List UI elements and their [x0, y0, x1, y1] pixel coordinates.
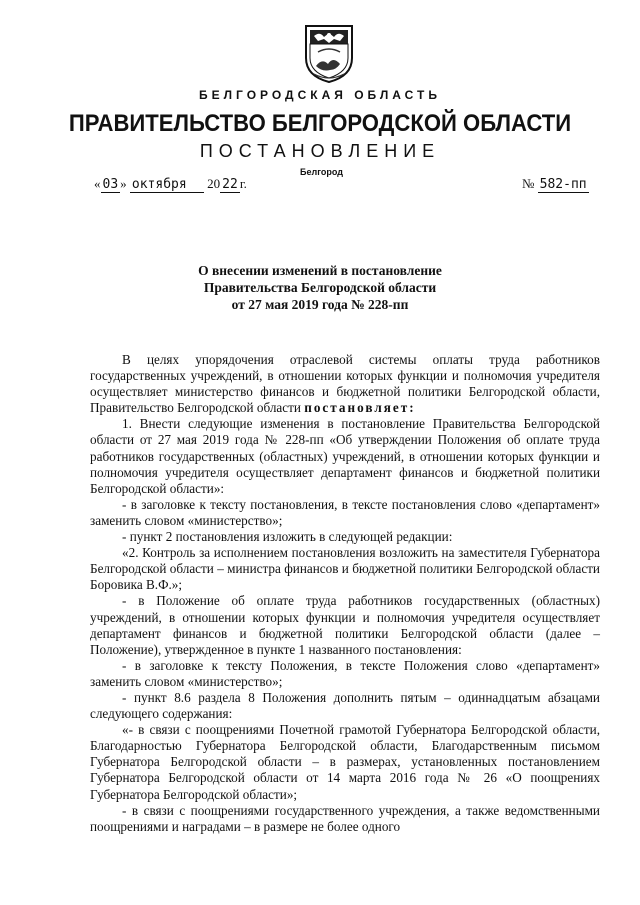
coat-of-arms-icon — [300, 22, 358, 84]
date-open-quote: « — [94, 176, 101, 191]
document-body — [90, 352, 600, 835]
paragraph — [90, 352, 600, 416]
paragraph: - в Положение об оплате труда работников государственных (областных) учреждений, в отношении которых функции и полномочия учредителя осуществляет департамент финансов и бюджетной политики Белгородской области (далее – Положение), утвержденное в пункте 1 названного постановления: — [90, 593, 600, 657]
title-line: О внесении изменений в постановление — [198, 263, 442, 278]
paragraph: «2. Контроль за исполнением постановления возложить на заместителя Губернатора Белгородской области – министра финансов и бюджетной политики Белгородской области Боровика В.Ф.»; — [90, 545, 600, 593]
paragraph: «- в связи с поощрениями Почетной грамотой Губернатора Белгородской области, Благодарностью Губернатора Белгородской области, Благодарственным письмом Губернатора Белгородской области – в размерах, установленных постановлением Губернатора Белгородской области от 14 марта 2016 года № 26 «О поощрениях Губернатора Белгородской области»; — [90, 722, 600, 802]
paragraph: - в связи с поощрениями государственного учреждения, а также ведомственными поощрениями и наградами – в размере не более одного — [90, 802, 600, 834]
date-year-prefix: 20 — [207, 176, 221, 191]
date-suffix: г. — [239, 176, 247, 191]
date-day: 03 — [102, 177, 119, 192]
city-label: Белгород — [300, 167, 343, 177]
paragraph: 1. Внести следующие изменения в постановление Правительства Белгородской области от 27 мая 2019 года № 228-пп «Об утверждении Положения об оплате труда работников государственных (областных) учреждений, в отношении которых функции и полномочия учредителя осуществляет департамент финансов и бюджетной политики Белгородской области»: — [90, 416, 600, 496]
government-heading: ПРАВИТЕЛЬСТВО БЕЛГОРОДСКОЙ ОБЛАСТИ — [68, 110, 572, 137]
number-value: 582-пп — [539, 177, 587, 192]
number-label: № — [522, 176, 535, 191]
title-line: Правительства Белгородской области — [203, 280, 437, 295]
paragraph: - в заголовке к тексту Положения, в тексте Положения слово «департамент» заменить словом «министерство»; — [90, 657, 600, 689]
decree-word: постановляет: — [304, 400, 416, 416]
title-line: от 27 мая 2019 года № 228-пп — [231, 297, 409, 312]
date-year: 22 — [222, 177, 238, 192]
document-number — [522, 176, 589, 193]
paragraph-text: В целях упорядочения отраслевой системы оплаты труда работников государственных учреждений, в отношении которых функции и полномочия учредителя осуществляет министерство финансов и бюджетной политики Белгородской области, Правительство Белгородской области — [90, 352, 600, 416]
date-month: октября — [130, 177, 204, 193]
paragraph: - в заголовке к тексту постановления, в тексте постановления слово «департамент» заменить словом «министерство»; — [90, 496, 600, 528]
document-date — [94, 176, 247, 193]
paragraph: - пункт 2 постановления изложить в следующей редакции: — [122, 529, 453, 545]
document-type-heading: ПОСТАНОВЛЕНИЕ — [199, 141, 441, 161]
date-close-quote: » — [120, 176, 127, 191]
region-heading: БЕЛГОРОДСКАЯ ОБЛАСТЬ — [199, 88, 441, 102]
document-title — [0, 262, 640, 313]
paragraph: - пункт 8.6 раздела 8 Положения дополнить пятым – одиннадцатым абзацами следующего содержания: — [90, 689, 600, 722]
